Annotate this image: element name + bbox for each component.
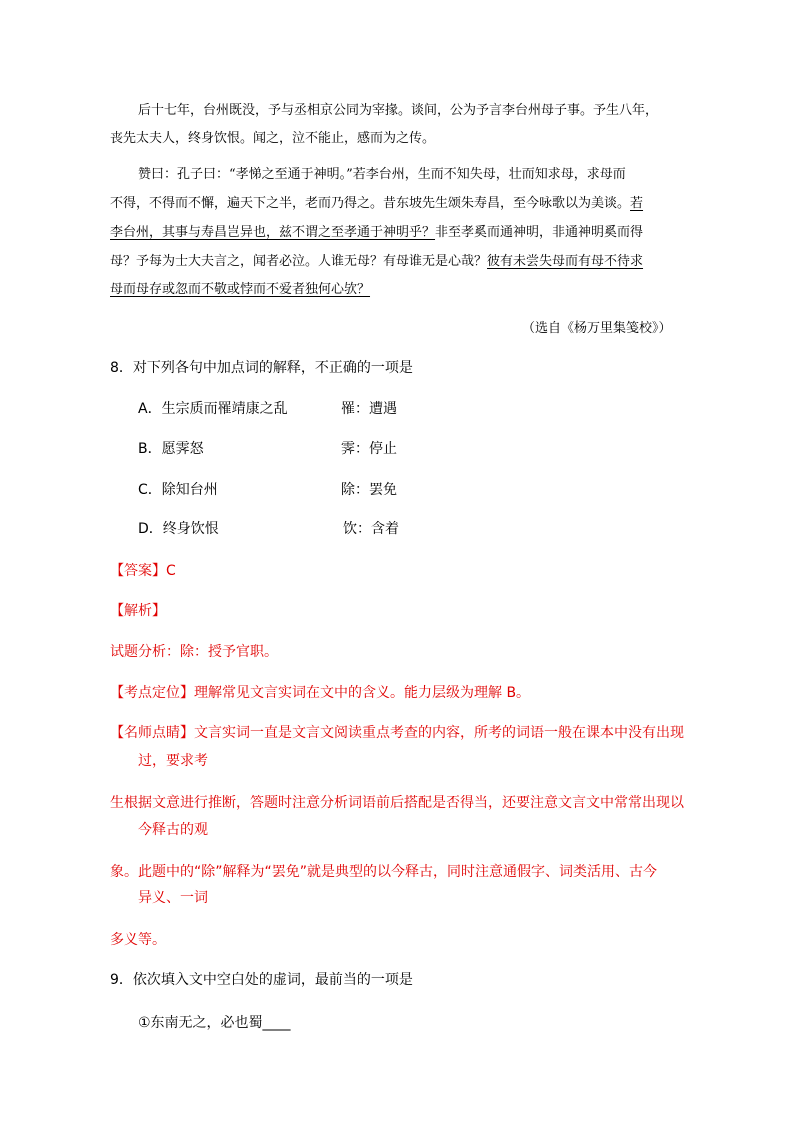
q8-mingshi-line3: 生根据文意进行推断，答题时注意分析词语前后搭配是否得当，还要注意文言文中常常出现以 — [110, 795, 684, 811]
passage-p2-line4-text: 母？予每为士大夫言之，闻者必泣。人谁无母？有母谁无是心哉？ — [110, 254, 488, 269]
q9-stem: 9．依次填入文中空白处的虚词，最前当的一项是 — [110, 972, 413, 988]
q8-mingshi-line5: 象。此题中的“除”解释为“罢免”就是典型的以今释古，同时注意通假字、词类活用、古今 — [110, 864, 658, 880]
passage-p2-line3 — [110, 221, 643, 240]
q8-answer: 【答案】C — [110, 563, 176, 579]
q8-option-c-gloss: 除：罢免 — [341, 482, 397, 498]
q8-option-a-label: A．生宗质而罹靖康之乱 — [138, 401, 288, 417]
q8-option-b-label: B．愿霁怒 — [138, 441, 204, 457]
passage-p2-line2-text: 不得，不得而不懈，遍天下之半，老而乃得之。昔东坡先生颂朱寿昌，至今咏歌以为美谈。 — [110, 196, 631, 211]
passage-p1-line2: 丧先太夫人，终身饮恨。闻之，泣不能止，感而为之传。 — [110, 131, 436, 146]
q8-mingshi-line1: 【名师点睛】文言实词一直是文言文阅读重点考查的内容，所考的词语一般在课本中没有出现 — [110, 725, 684, 741]
passage-p1-line1: 后十七年，台州既没，予与丞相京公同为宰掾。谈间，公为予言李台州母子事。予生八年， — [138, 103, 659, 118]
passage-p2-line3-text: 非至孝奚而通神明，非通神明奚而得 — [435, 225, 644, 240]
passage-underline-1b: 李台州，其事与寿昌岂异也，兹不谓之至孝通于神明乎？ — [110, 225, 436, 240]
passage-underline-1a: 若 — [630, 196, 644, 211]
q9-item1: ①东南无之，必也蜀____ — [138, 1015, 291, 1031]
passage-underline-2b: 母而母存或忽而不敬或悖而不爱者独何心欤？ — [110, 282, 371, 297]
q8-option-d-label: D．终身饮恨 — [138, 521, 219, 537]
q8-stem: 8．对下列各句中加点词的解释，不正确的一项是 — [110, 360, 413, 376]
passage-p2-line4 — [110, 250, 643, 269]
q8-mingshi-line7: 多义等。 — [110, 932, 166, 948]
q8-kaodian: 【考点定位】理解常见文言实词在文中的含义。能力层级为理解 B。 — [110, 685, 531, 701]
q8-mingshi-line6: 异义、一词 — [138, 890, 208, 906]
passage-p2-line2 — [110, 192, 643, 211]
q8-analysis-title: 【解析】 — [110, 603, 166, 619]
passage-p2-line1: 赞曰：孔子曰：“孝悌之至通于神明。”若李台州，生而不知失母，壮而知求母，求母而 — [138, 167, 626, 182]
q8-analysis: 试题分析：除：授予官职。 — [110, 644, 278, 660]
q8-option-a-gloss: 罹：遭遇 — [341, 401, 397, 417]
q8-option-b-gloss: 霁：停止 — [341, 441, 397, 457]
q8-mingshi-line2: 过，要求考 — [138, 753, 208, 769]
q8-option-c-label: C．除知台州 — [138, 482, 218, 498]
passage-underline-2a: 彼有未尝失母而有母不待求 — [487, 254, 644, 269]
q8-option-d-gloss: 饮：含着 — [343, 521, 399, 537]
q8-mingshi-line4: 今释古的观 — [138, 822, 208, 838]
passage-source: （选自《杨万里集笺校》） — [522, 321, 672, 336]
